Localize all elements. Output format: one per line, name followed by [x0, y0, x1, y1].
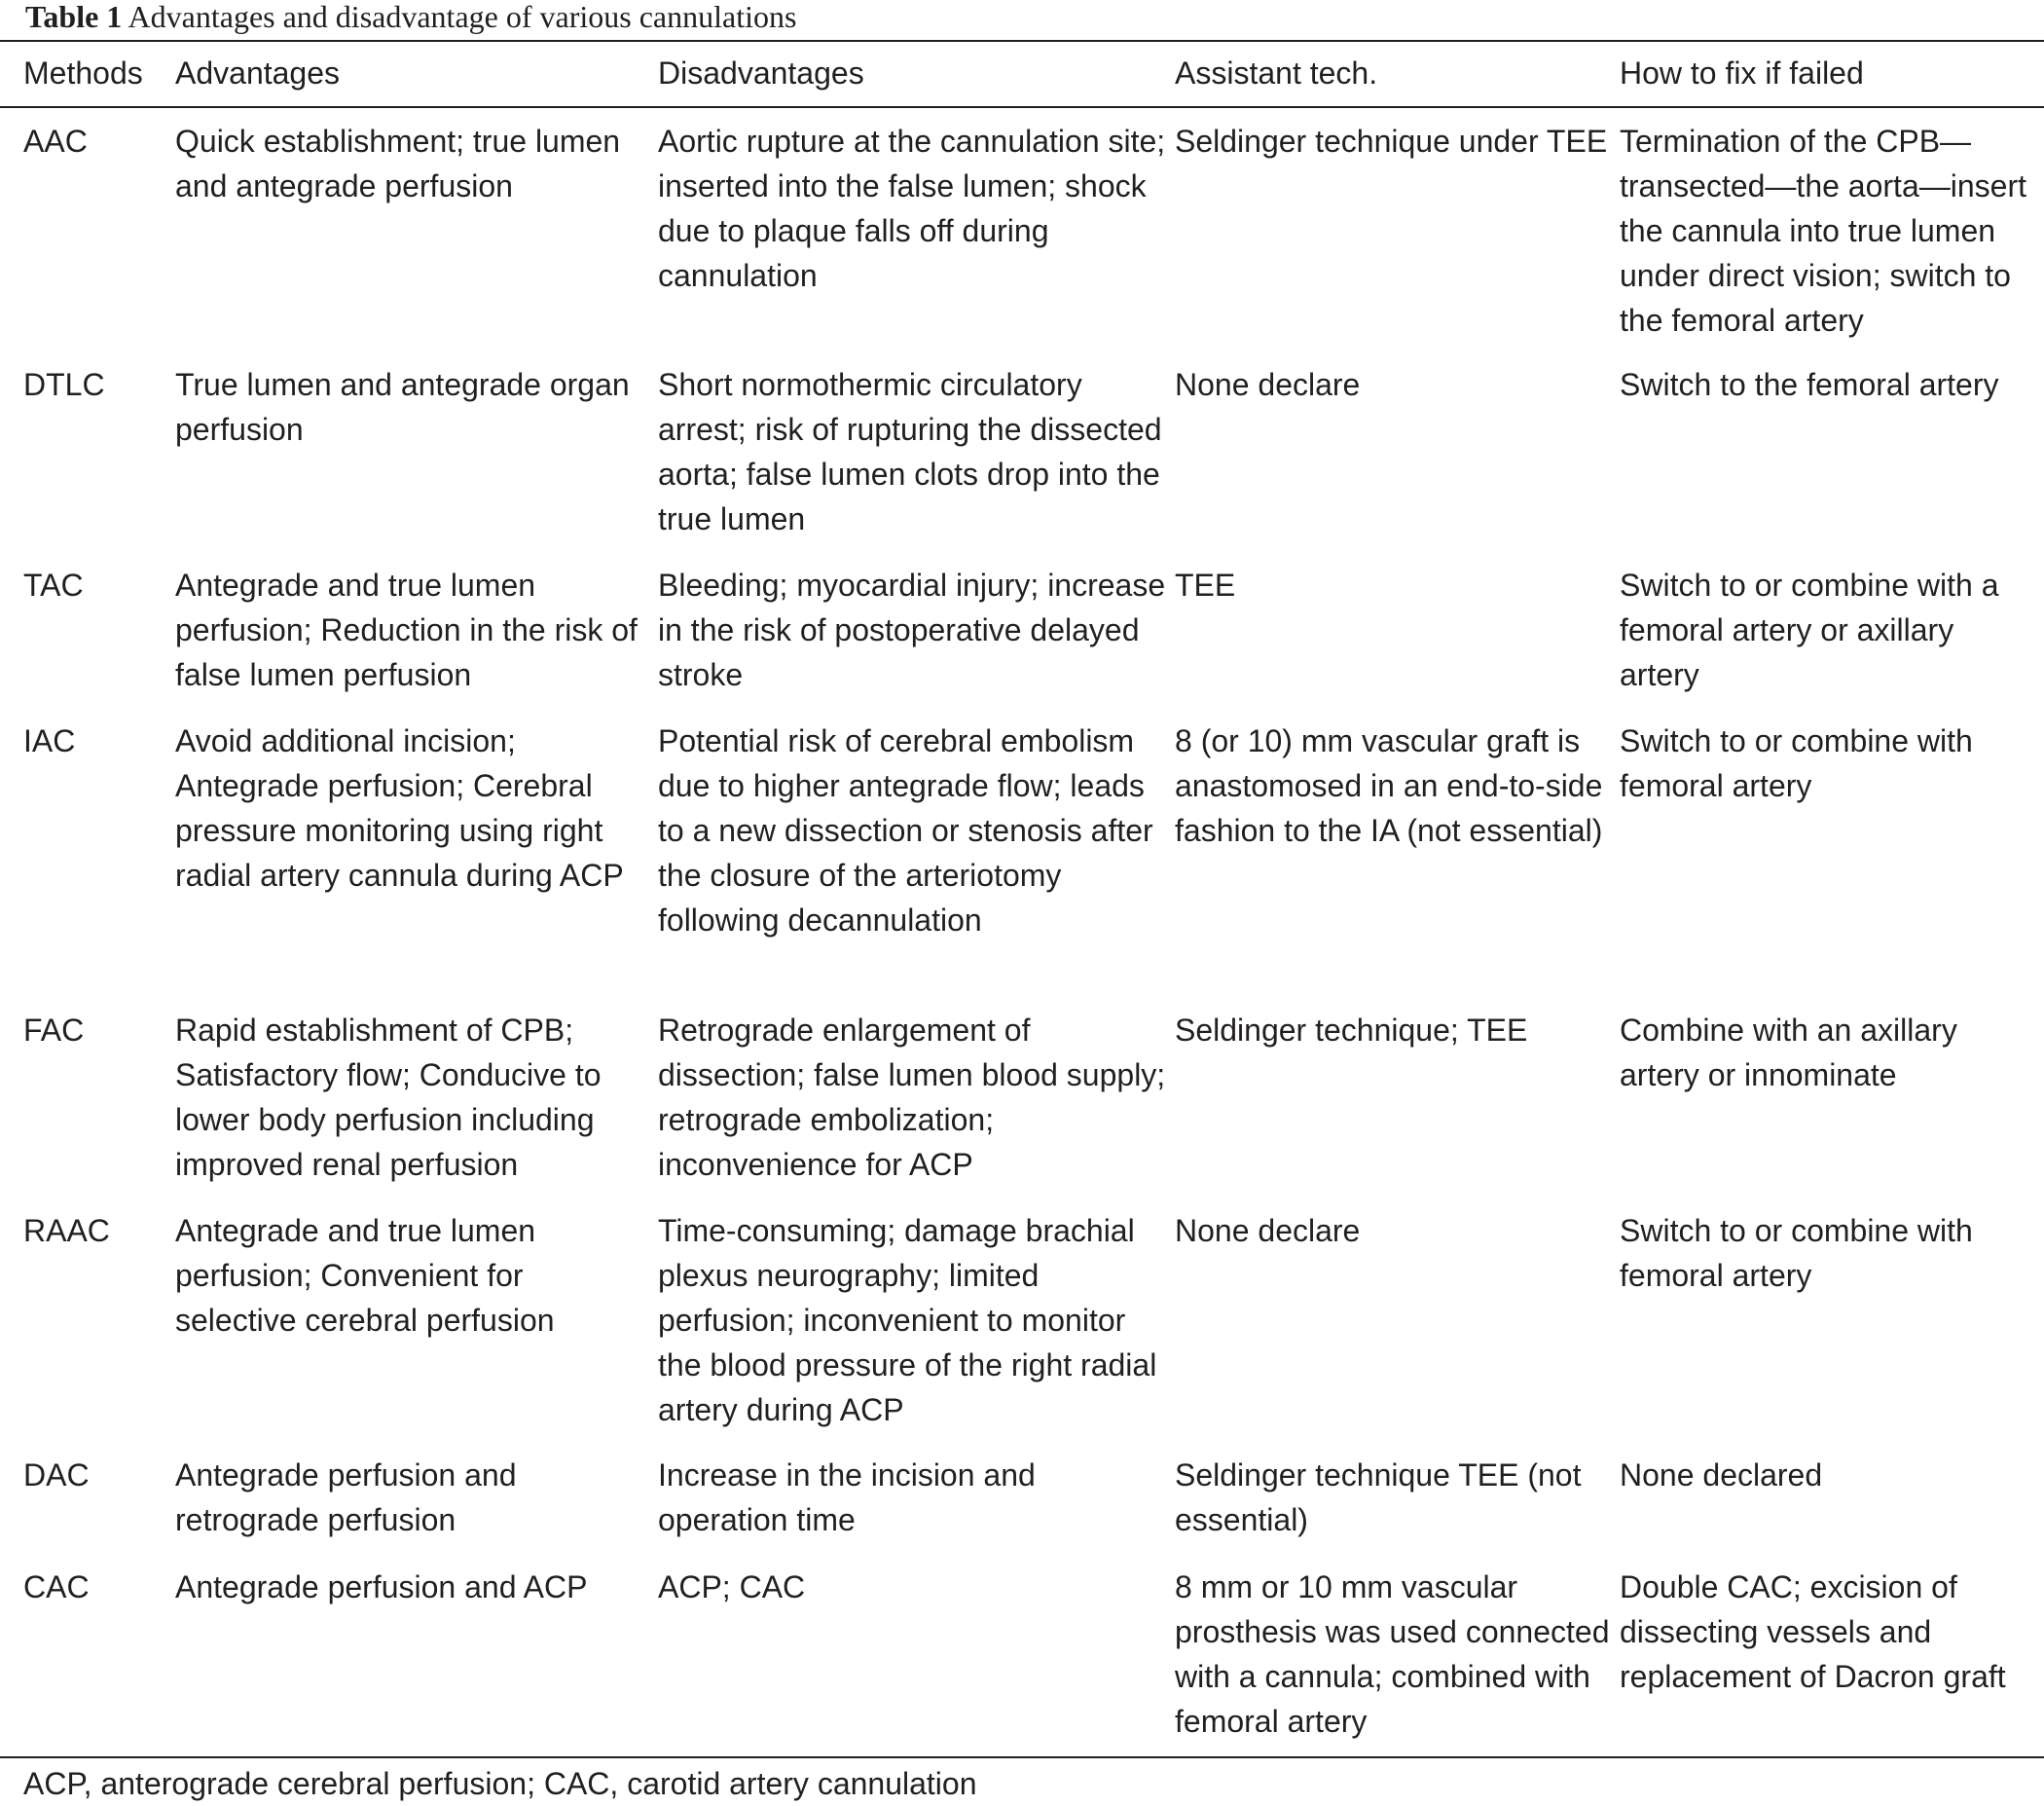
cell-how-to-fix: Switch to the femoral artery	[1620, 367, 1999, 402]
cell-disadvantages: ACP; CAC	[658, 1569, 806, 1604]
table-caption-text: Advantages and disadvantage of various cannulations	[128, 0, 797, 34]
cell-assistant-tech: None declare	[1175, 1213, 1361, 1248]
table-row	[0, 1195, 2044, 1439]
table-row	[0, 1439, 2044, 1551]
cell-advantages: Antegrade and true lumen perfusion; Convenient for selective cerebral perfusion	[175, 1213, 555, 1338]
cell-advantages: Quick establishment; true lumen and antegrade perfusion	[175, 124, 621, 203]
cell-disadvantages: Potential risk of cerebral embolism due to higher antegrade flow; leads to a new dissection or stenosis after the closure of the arteriotomy following decannulation	[658, 723, 1153, 938]
cell-disadvantages: Retrograde enlargement of dissection; false lumen blood supply; retrograde embolization; inconvenience for ACP	[658, 1013, 1166, 1182]
cell-advantages: Antegrade and true lumen perfusion; Reduction in the risk of false lumen perfusion	[175, 568, 638, 692]
cell-assistant-tech: Seldinger technique; TEE	[1175, 1013, 1528, 1048]
cell-method: CAC	[23, 1569, 90, 1604]
cell-advantages: True lumen and antegrade organ perfusion	[175, 367, 630, 447]
column-header-assistant-tech: Assistant tech.	[1175, 55, 1378, 91]
table-footnote: ACP, anterograde cerebral perfusion; CAC, carotid artery cannulation	[23, 1766, 977, 1801]
cell-disadvantages: Time-consuming; damage brachial plexus neurography; limited perfusion; inconvenient to monitor the blood pressure of the right radial artery during ACP	[658, 1213, 1157, 1427]
cell-method: IAC	[23, 723, 76, 758]
cell-assistant-tech: Seldinger technique under TEE	[1175, 124, 1608, 159]
cell-advantages: Rapid establishment of CPB; Satisfactory flow; Conducive to lower body perfusion including improved renal perfusion	[175, 1013, 602, 1182]
cell-method: DTLC	[23, 367, 105, 402]
table-bottom-rule	[0, 1756, 2044, 1758]
cell-method: TAC	[23, 568, 84, 603]
cell-assistant-tech: 8 (or 10) mm vascular graft is anastomosed in an end-to-side fashion to the IA (not essential)	[1175, 723, 1603, 848]
cell-assistant-tech: Seldinger technique TEE (not essential)	[1175, 1457, 1582, 1537]
cell-assistant-tech: 8 mm or 10 mm vascular prosthesis was used connected with a cannula; combined with femoral artery	[1175, 1569, 1610, 1739]
cell-method: FAC	[23, 1013, 85, 1048]
column-header-advantages: Advantages	[175, 55, 341, 91]
cell-advantages: Avoid additional incision; Antegrade perfusion; Cerebral pressure monitoring using right radial artery cannula during ACP	[175, 723, 624, 893]
cannulation-table	[0, 41, 2044, 1755]
table-row	[0, 994, 2044, 1195]
table-row	[0, 105, 2044, 349]
cell-method: RAAC	[23, 1213, 110, 1248]
cell-disadvantages: Aortic rupture at the cannulation site; inserted into the false lumen; shock due to plaque falls off during cannulation	[658, 124, 1166, 293]
cell-disadvantages: Short normothermic circulatory arrest; risk of rupturing the dissected aorta; false lumen clots drop into the true lumen	[658, 367, 1162, 536]
cell-method: AAC	[23, 124, 88, 159]
cell-how-to-fix: Switch to or combine with femoral artery	[1620, 723, 1973, 803]
column-header-methods: Methods	[23, 55, 143, 91]
cell-how-to-fix: Combine with an axillary artery or innominate	[1620, 1013, 1957, 1092]
cell-assistant-tech: TEE	[1175, 568, 1236, 603]
cell-method: DAC	[23, 1457, 90, 1493]
cell-how-to-fix: Switch to or combine with a femoral artery or axillary artery	[1620, 568, 1999, 692]
cell-how-to-fix: None declared	[1620, 1457, 1823, 1493]
cell-disadvantages: Increase in the incision and operation time	[658, 1457, 1036, 1537]
cell-how-to-fix: Switch to or combine with femoral artery	[1620, 1213, 1973, 1293]
cell-how-to-fix: Termination of the CPB—transected—the aorta—insert the cannula into true lumen under direct vision; switch to the femoral artery	[1620, 124, 2026, 338]
cell-advantages: Antegrade perfusion and retrograde perfusion	[175, 1457, 517, 1537]
table-row	[0, 705, 2044, 994]
column-header-disadvantages: Disadvantages	[658, 55, 864, 91]
cell-how-to-fix: Double CAC; excision of dissecting vessels and replacement of Dacron graft	[1620, 1569, 2006, 1694]
table-row	[0, 349, 2044, 549]
cell-disadvantages: Bleeding; myocardial injury; increase in the risk of postoperative delayed stroke	[658, 568, 1166, 692]
cell-assistant-tech: None declare	[1175, 367, 1361, 402]
table-caption-label: Table 1	[25, 0, 123, 34]
column-header-how-to-fix: How to fix if failed	[1620, 55, 1864, 91]
table-row	[0, 549, 2044, 705]
table-header-row	[0, 41, 2044, 105]
cell-advantages: Antegrade perfusion and ACP	[175, 1569, 588, 1604]
table-row	[0, 1551, 2044, 1755]
table-caption	[25, 0, 796, 33]
